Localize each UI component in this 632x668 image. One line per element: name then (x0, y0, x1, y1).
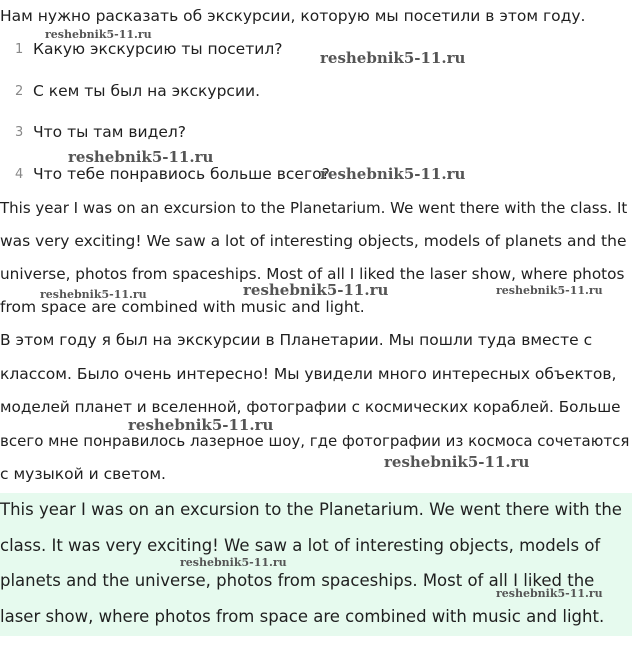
paragraph-line: from space are combined with music and light. (0, 298, 365, 316)
intro-text: Нам нужно расказать об экскурсии, которую мы посетили в этом году. (0, 7, 586, 25)
watermark: reshebnik5-11.ru (68, 148, 214, 166)
highlight-line: planets and the universe, photos from spaceships. Most of all I liked the (0, 571, 595, 590)
question-number: 3 (15, 125, 24, 140)
question-text: Что тебе понравиось больше всего? (33, 165, 330, 183)
paragraph-line: This year I was on an excursion to the Planetarium. We went there with the class. It (0, 199, 628, 217)
watermark: reshebnik5-11.ru (496, 284, 603, 297)
question-text: Что ты там видел? (33, 123, 187, 141)
paragraph-line: с музыкой и светом. (0, 465, 166, 483)
watermark: reshebnik5-11.ru (40, 288, 147, 301)
highlighted-answer (0, 493, 632, 636)
highlight-line: This year I was on an excursion to the Planetarium. We went there with the (0, 500, 622, 519)
paragraph-line: universe, photos from spaceships. Most of all I liked the laser show, where photos (0, 265, 625, 283)
watermark: reshebnik5-11.ru (320, 49, 466, 67)
highlight-line: class. It was very exciting! We saw a lot of interesting objects, models of (0, 536, 601, 555)
paragraph-line: классом. Было очень интересно! Мы увидели много интересных объектов, (0, 365, 617, 383)
watermark: reshebnik5-11.ru (320, 165, 466, 183)
watermark: reshebnik5-11.ru (243, 281, 389, 299)
question-text: Какую экскурсию ты посетил? (33, 40, 283, 58)
question-number: 4 (15, 167, 24, 182)
watermark: reshebnik5-11.ru (180, 556, 287, 569)
paragraph-line: всего мне понравилось лазерное шоу, где фотографии из космоса сочетаются (0, 432, 630, 450)
watermark: reshebnik5-11.ru (384, 453, 530, 471)
question-number: 1 (15, 42, 24, 57)
paragraph-line: моделей планет и вселенной, фотографии с космических кораблей. Больше (0, 398, 621, 416)
highlight-line: laser show, where photos from space are combined with music and light. (0, 607, 605, 626)
watermark: reshebnik5-11.ru (128, 416, 274, 434)
question-number: 2 (15, 84, 24, 99)
paragraph-line: В этом году я был на экскурсии в Планетарии. Мы пошли туда вместе с (0, 331, 593, 349)
paragraph-line: was very exciting! We saw a lot of interesting objects, models of planets and the (0, 232, 627, 250)
watermark: reshebnik5-11.ru (496, 587, 603, 600)
watermark: reshebnik5-11.ru (45, 28, 152, 41)
question-text: С кем ты был на экскурсии. (33, 82, 261, 100)
